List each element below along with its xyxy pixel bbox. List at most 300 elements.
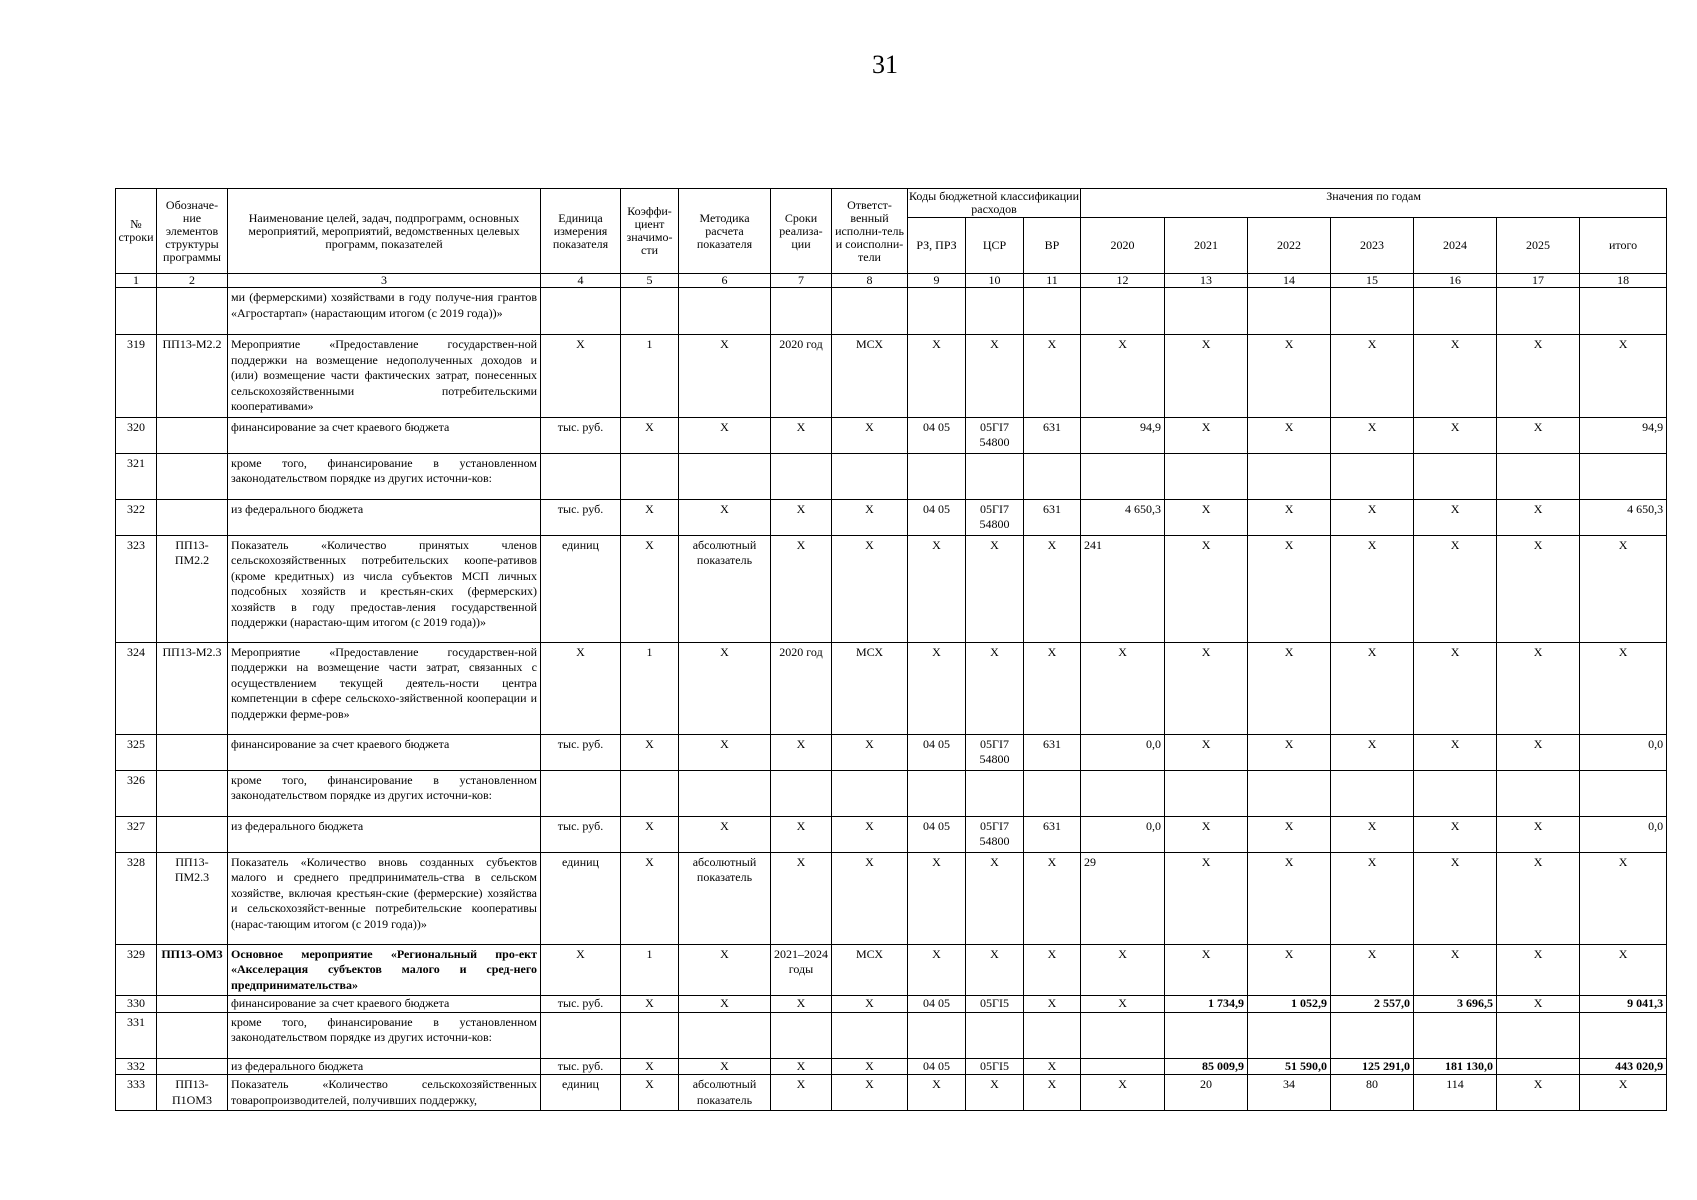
column-number: 11	[1024, 274, 1081, 288]
responsible-cell: МСХ	[832, 944, 908, 996]
method-cell: Х	[679, 417, 771, 453]
value-2024-cell	[1414, 770, 1497, 816]
column-number: 8	[832, 274, 908, 288]
column-number: 17	[1497, 274, 1580, 288]
term-cell	[771, 288, 832, 335]
value-2022-cell: 1 052,9	[1248, 996, 1331, 1013]
coefficient-cell: Х	[621, 499, 679, 535]
method-cell: Х	[679, 642, 771, 734]
code-csr-cell: 05ГI7 54800	[966, 816, 1024, 852]
method-cell: Х	[679, 499, 771, 535]
code-rz-cell: 04 05	[908, 996, 966, 1013]
header-total: итого	[1580, 218, 1667, 274]
unit-cell: тыс. руб.	[541, 734, 621, 770]
item-name: кроме того, финансирование в установленном законодательством порядке из других источни-ков:	[228, 1012, 541, 1058]
value-2024-cell: Х	[1414, 642, 1497, 734]
term-cell	[771, 453, 832, 499]
responsible-cell: Х	[832, 499, 908, 535]
element-code: ПП13-М2.2	[157, 335, 228, 418]
item-name: кроме того, финансирование в установленном законодательством порядке из других источни-ков:	[228, 770, 541, 816]
term-cell: Х	[771, 996, 832, 1013]
coefficient-cell: 1	[621, 642, 679, 734]
responsible-cell	[832, 453, 908, 499]
value-2022-cell: Х	[1248, 944, 1331, 996]
value-2023-cell: Х	[1331, 499, 1414, 535]
header-unit: Единица измерения показателя	[541, 189, 621, 274]
column-number: 15	[1331, 274, 1414, 288]
code-vr-cell: Х	[1024, 335, 1081, 418]
coefficient-cell: Х	[621, 816, 679, 852]
code-rz-cell: Х	[908, 944, 966, 996]
column-number: 4	[541, 274, 621, 288]
term-cell: Х	[771, 417, 832, 453]
column-number: 10	[966, 274, 1024, 288]
code-csr-cell	[966, 770, 1024, 816]
unit-cell: единиц	[541, 1075, 621, 1111]
row-number: 331	[116, 1012, 157, 1058]
value-2021-cell: Х	[1165, 852, 1248, 944]
value-2022-cell	[1248, 453, 1331, 499]
unit-cell: тыс. руб.	[541, 1058, 621, 1075]
element-code	[157, 417, 228, 453]
value-2022-cell: Х	[1248, 499, 1331, 535]
value-2024-cell: Х	[1414, 852, 1497, 944]
value-2021-cell: 20	[1165, 1075, 1248, 1111]
value-2025-cell	[1497, 288, 1580, 335]
coefficient-cell: 1	[621, 944, 679, 996]
value-2020-cell: 94,9	[1081, 417, 1165, 453]
element-code: ПП13-М2.3	[157, 642, 228, 734]
code-vr-cell: Х	[1024, 996, 1081, 1013]
value-2025-cell	[1497, 1058, 1580, 1075]
method-cell: Х	[679, 1058, 771, 1075]
value-2021-cell	[1165, 453, 1248, 499]
total-cell	[1580, 770, 1667, 816]
value-2022-cell	[1248, 770, 1331, 816]
unit-cell: тыс. руб.	[541, 417, 621, 453]
code-vr-cell	[1024, 288, 1081, 335]
row-number: 325	[116, 734, 157, 770]
code-vr-cell: Х	[1024, 535, 1081, 642]
value-2023-cell	[1331, 1012, 1414, 1058]
value-2022-cell: Х	[1248, 816, 1331, 852]
code-vr-cell: 631	[1024, 417, 1081, 453]
row-number: 319	[116, 335, 157, 418]
responsible-cell	[832, 288, 908, 335]
responsible-cell: Х	[832, 535, 908, 642]
code-rz-cell	[908, 770, 966, 816]
value-2022-cell: Х	[1248, 335, 1331, 418]
term-cell: Х	[771, 1058, 832, 1075]
row-number	[116, 288, 157, 335]
unit-cell: Х	[541, 335, 621, 418]
table-row	[116, 1075, 1667, 1111]
term-cell: 2020 год	[771, 335, 832, 418]
code-rz-cell: 04 05	[908, 417, 966, 453]
responsible-cell: МСХ	[832, 642, 908, 734]
value-2024-cell: Х	[1414, 734, 1497, 770]
value-2024-cell: Х	[1414, 335, 1497, 418]
method-cell	[679, 288, 771, 335]
column-number: 14	[1248, 274, 1331, 288]
row-number: 327	[116, 816, 157, 852]
method-cell: абсолютный показатель	[679, 852, 771, 944]
table-row	[116, 996, 1667, 1013]
method-cell: Х	[679, 944, 771, 996]
header-year: 2024	[1414, 218, 1497, 274]
row-number: 320	[116, 417, 157, 453]
term-cell	[771, 1012, 832, 1058]
value-2023-cell: Х	[1331, 944, 1414, 996]
total-cell: Х	[1580, 944, 1667, 996]
value-2020-cell	[1081, 288, 1165, 335]
responsible-cell: Х	[832, 1058, 908, 1075]
row-number: 326	[116, 770, 157, 816]
value-2024-cell: Х	[1414, 816, 1497, 852]
value-2025-cell: Х	[1497, 417, 1580, 453]
responsible-cell: Х	[832, 996, 908, 1013]
term-cell: Х	[771, 535, 832, 642]
value-2023-cell: Х	[1331, 852, 1414, 944]
item-name: из федерального бюджета	[228, 1058, 541, 1075]
row-number: 322	[116, 499, 157, 535]
total-cell: Х	[1580, 335, 1667, 418]
value-2025-cell: Х	[1497, 996, 1580, 1013]
value-2025-cell: Х	[1497, 734, 1580, 770]
column-number: 18	[1580, 274, 1667, 288]
term-cell: 2021–2024 годы	[771, 944, 832, 996]
value-2022-cell: Х	[1248, 417, 1331, 453]
value-2023-cell	[1331, 453, 1414, 499]
responsible-cell: Х	[832, 734, 908, 770]
element-code: ПП13-П1ОМ3	[157, 1075, 228, 1111]
term-cell	[771, 770, 832, 816]
value-2020-cell: 0,0	[1081, 734, 1165, 770]
header-budget-codes: Коды бюджетной классификации расходов	[909, 189, 1080, 216]
value-2025-cell: Х	[1497, 642, 1580, 734]
code-csr-cell	[966, 288, 1024, 335]
value-2021-cell: Х	[1165, 417, 1248, 453]
value-2022-cell	[1248, 288, 1331, 335]
value-2024-cell	[1414, 453, 1497, 499]
value-2023-cell: Х	[1331, 734, 1414, 770]
value-2020-cell	[1081, 1012, 1165, 1058]
value-2021-cell: 1 734,9	[1165, 996, 1248, 1013]
item-name: Основное мероприятие «Региональный про-ект «Акселерация субъектов малого и сред-него предпринимательства»	[228, 944, 541, 996]
code-csr-cell: 05ГI7 54800	[966, 417, 1024, 453]
element-code	[157, 453, 228, 499]
table-row	[116, 944, 1667, 996]
column-number: 12	[1081, 274, 1165, 288]
value-2020-cell: Х	[1081, 1075, 1165, 1111]
column-numbers-row	[116, 274, 1667, 288]
table-header	[116, 189, 1667, 288]
value-2023-cell: Х	[1331, 535, 1414, 642]
item-name: Мероприятие «Предоставление государствен-ной поддержки на возмещение части затрат, связанных с осуществлением текущей деятель-ности центра компетенции в сфере сельскохо-зяйственной кооперации и поддержки ферме-ров»	[228, 642, 541, 734]
code-csr-cell: 05ГI7 54800	[966, 499, 1024, 535]
total-cell: Х	[1580, 535, 1667, 642]
table-row	[116, 770, 1667, 816]
column-number: 7	[771, 274, 832, 288]
value-2021-cell: Х	[1165, 535, 1248, 642]
coefficient-cell	[621, 453, 679, 499]
method-cell: Х	[679, 996, 771, 1013]
total-cell	[1580, 1012, 1667, 1058]
total-cell: 94,9	[1580, 417, 1667, 453]
code-rz-cell: 04 05	[908, 734, 966, 770]
code-rz-cell: Х	[908, 335, 966, 418]
value-2021-cell: Х	[1165, 642, 1248, 734]
responsible-cell: Х	[832, 852, 908, 944]
code-rz-cell: 04 05	[908, 1058, 966, 1075]
unit-cell	[541, 770, 621, 816]
column-number: 2	[157, 274, 228, 288]
header-year: 2025	[1497, 218, 1580, 274]
element-code	[157, 1012, 228, 1058]
responsible-cell: Х	[832, 816, 908, 852]
method-cell	[679, 453, 771, 499]
element-code: ПП13-ОМ3	[157, 944, 228, 996]
code-csr-cell	[966, 453, 1024, 499]
code-rz-cell: Х	[908, 1075, 966, 1111]
value-2025-cell	[1497, 453, 1580, 499]
unit-cell: тыс. руб.	[541, 996, 621, 1013]
value-2022-cell: Х	[1248, 852, 1331, 944]
header-year: 2021	[1165, 218, 1248, 274]
row-number: 333	[116, 1075, 157, 1111]
element-code	[157, 734, 228, 770]
total-cell: 9 041,3	[1580, 996, 1667, 1013]
value-2021-cell	[1165, 770, 1248, 816]
value-2023-cell: Х	[1331, 816, 1414, 852]
element-code	[157, 996, 228, 1013]
coefficient-cell: Х	[621, 535, 679, 642]
coefficient-cell	[621, 770, 679, 816]
code-rz-cell: Х	[908, 852, 966, 944]
value-2023-cell	[1331, 288, 1414, 335]
value-2024-cell: Х	[1414, 417, 1497, 453]
responsible-cell	[832, 1012, 908, 1058]
value-2024-cell: 114	[1414, 1075, 1497, 1111]
header-terms: Сроки реализа-ции	[771, 189, 832, 274]
total-cell: 443 020,9	[1580, 1058, 1667, 1075]
value-2020-cell	[1081, 770, 1165, 816]
value-2023-cell: 125 291,0	[1331, 1058, 1414, 1075]
value-2020-cell: 241	[1081, 535, 1165, 642]
table-row	[116, 535, 1667, 642]
unit-cell: единиц	[541, 852, 621, 944]
method-cell: Х	[679, 816, 771, 852]
table-row	[116, 453, 1667, 499]
table-row	[116, 288, 1667, 335]
value-2020-cell: 29	[1081, 852, 1165, 944]
table-row	[116, 734, 1667, 770]
code-vr-cell: Х	[1024, 944, 1081, 996]
value-2020-cell: 4 650,3	[1081, 499, 1165, 535]
value-2024-cell: Х	[1414, 944, 1497, 996]
table-row	[116, 1058, 1667, 1075]
term-cell: Х	[771, 499, 832, 535]
code-vr-cell	[1024, 453, 1081, 499]
responsible-cell	[832, 770, 908, 816]
column-number: 3	[228, 274, 541, 288]
code-rz-cell: 04 05	[908, 499, 966, 535]
value-2023-cell: 2 557,0	[1331, 996, 1414, 1013]
code-rz-cell: 04 05	[908, 816, 966, 852]
total-cell: 4 650,3	[1580, 499, 1667, 535]
term-cell: Х	[771, 816, 832, 852]
unit-cell	[541, 1012, 621, 1058]
total-cell: Х	[1580, 1075, 1667, 1111]
header-year: 2023	[1331, 218, 1414, 274]
responsible-cell: МСХ	[832, 335, 908, 418]
value-2022-cell: Х	[1248, 734, 1331, 770]
unit-cell: Х	[541, 944, 621, 996]
method-cell: Х	[679, 734, 771, 770]
code-vr-cell: Х	[1024, 642, 1081, 734]
value-2024-cell	[1414, 1012, 1497, 1058]
element-code	[157, 1058, 228, 1075]
value-2023-cell	[1331, 770, 1414, 816]
value-2025-cell: Х	[1497, 852, 1580, 944]
value-2020-cell: Х	[1081, 944, 1165, 996]
item-name: из федерального бюджета	[228, 499, 541, 535]
value-2020-cell	[1081, 1058, 1165, 1075]
value-2022-cell: Х	[1248, 642, 1331, 734]
code-vr-cell: Х	[1024, 1075, 1081, 1111]
code-csr-cell: Х	[966, 642, 1024, 734]
value-2021-cell: Х	[1165, 816, 1248, 852]
code-vr-cell: Х	[1024, 1058, 1081, 1075]
code-vr-cell: Х	[1024, 852, 1081, 944]
total-cell	[1580, 453, 1667, 499]
value-2021-cell	[1165, 1012, 1248, 1058]
coefficient-cell: Х	[621, 734, 679, 770]
code-csr-cell: Х	[966, 944, 1024, 996]
item-name: из федерального бюджета	[228, 816, 541, 852]
item-name: кроме того, финансирование в установленном законодательством порядке из других источни-ков:	[228, 453, 541, 499]
unit-cell: тыс. руб.	[541, 499, 621, 535]
term-cell: Х	[771, 734, 832, 770]
code-vr-cell: 631	[1024, 499, 1081, 535]
column-number: 13	[1165, 274, 1248, 288]
page-number: 31	[872, 50, 898, 79]
value-2025-cell: Х	[1497, 499, 1580, 535]
code-rz-cell	[908, 1012, 966, 1058]
item-name: Показатель «Количество принятых членов сельскохозяйственных потребительских коопе-ративов (кроме кредитных) из числа субъектов МСП личных подсобных хозяйств и крестьян-ских (фермерских) хозяйств в году предостав-ления государственной поддержки (нарастаю-щим итогом (с 2019 года))»	[228, 535, 541, 642]
unit-cell: тыс. руб.	[541, 816, 621, 852]
row-number: 324	[116, 642, 157, 734]
term-cell: Х	[771, 1075, 832, 1111]
budget-table	[115, 188, 1667, 1111]
table-row	[116, 852, 1667, 944]
column-number: 6	[679, 274, 771, 288]
coefficient-cell	[621, 288, 679, 335]
element-code	[157, 770, 228, 816]
element-code: ПП13-ПМ2.2	[157, 535, 228, 642]
value-2021-cell: Х	[1165, 734, 1248, 770]
code-rz-cell	[908, 288, 966, 335]
unit-cell	[541, 453, 621, 499]
coefficient-cell	[621, 1012, 679, 1058]
row-number: 321	[116, 453, 157, 499]
total-cell	[1580, 288, 1667, 335]
column-number: 1	[116, 274, 157, 288]
value-2021-cell: Х	[1165, 335, 1248, 418]
item-name: Показатель «Количество вновь созданных субъектов малого и среднего предприниматель-ства в сельском хозяйстве, включая крестьян-ские (фермерские) хозяйства и сельскохозяйст-венные потребительские кооперативы (нарас-тающим итогом (с 2019 года))»	[228, 852, 541, 944]
unit-cell	[541, 288, 621, 335]
total-cell: Х	[1580, 642, 1667, 734]
row-number: 329	[116, 944, 157, 996]
term-cell: Х	[771, 852, 832, 944]
method-cell: Х	[679, 335, 771, 418]
code-csr-cell: 05ГI5	[966, 1058, 1024, 1075]
header-row-number: № строки	[116, 189, 157, 274]
item-name: финансирование за счет краевого бюджета	[228, 734, 541, 770]
value-2025-cell: Х	[1497, 335, 1580, 418]
value-2020-cell: Х	[1081, 642, 1165, 734]
table-row	[116, 816, 1667, 852]
header-values-by-year: Значения по годам	[1081, 189, 1667, 218]
value-2025-cell: Х	[1497, 816, 1580, 852]
table-body	[116, 288, 1667, 1111]
value-2023-cell: 80	[1331, 1075, 1414, 1111]
code-rz-cell: Х	[908, 535, 966, 642]
value-2022-cell	[1248, 1012, 1331, 1058]
value-2020-cell	[1081, 453, 1165, 499]
column-number: 5	[621, 274, 679, 288]
code-csr-cell	[966, 1012, 1024, 1058]
value-2020-cell: Х	[1081, 996, 1165, 1013]
unit-cell: единиц	[541, 535, 621, 642]
item-name: финансирование за счет краевого бюджета	[228, 417, 541, 453]
code-csr-cell: Х	[966, 335, 1024, 418]
element-code	[157, 499, 228, 535]
element-code	[157, 288, 228, 335]
responsible-cell: Х	[832, 1075, 908, 1111]
element-code	[157, 816, 228, 852]
code-vr-cell: 631	[1024, 816, 1081, 852]
header-year: 2020	[1081, 218, 1165, 274]
responsible-cell: Х	[832, 417, 908, 453]
code-vr-cell	[1024, 770, 1081, 816]
unit-cell: Х	[541, 642, 621, 734]
value-2025-cell	[1497, 1012, 1580, 1058]
header-year: 2022	[1248, 218, 1331, 274]
item-name: ми (фермерскими) хозяйствами в году получе-ния грантов «Агростартап» (нарастающим итогом (с 2019 года))»	[228, 288, 541, 335]
table-row	[116, 642, 1667, 734]
value-2025-cell: Х	[1497, 944, 1580, 996]
value-2024-cell: 181 130,0	[1414, 1058, 1497, 1075]
code-rz-cell	[908, 453, 966, 499]
value-2022-cell: 51 590,0	[1248, 1058, 1331, 1075]
header-code-csr: ЦСР	[966, 218, 1024, 274]
code-csr-cell: 05ГI5	[966, 996, 1024, 1013]
total-cell: 0,0	[1580, 734, 1667, 770]
row-number: 328	[116, 852, 157, 944]
table-row	[116, 499, 1667, 535]
value-2021-cell: Х	[1165, 499, 1248, 535]
row-number: 330	[116, 996, 157, 1013]
coefficient-cell: Х	[621, 417, 679, 453]
method-cell: абсолютный показатель	[679, 1075, 771, 1111]
code-rz-cell: Х	[908, 642, 966, 734]
item-name: финансирование за счет краевого бюджета	[228, 996, 541, 1013]
coefficient-cell: Х	[621, 852, 679, 944]
item-name: Мероприятие «Предоставление государствен-ной поддержки на возмещение недополученных доходов и (или) возмещение части фактических затрат, понесенных сельскохозяйственными потребительскими кооперативами»	[228, 335, 541, 418]
coefficient-cell: Х	[621, 1075, 679, 1111]
term-cell: 2020 год	[771, 642, 832, 734]
